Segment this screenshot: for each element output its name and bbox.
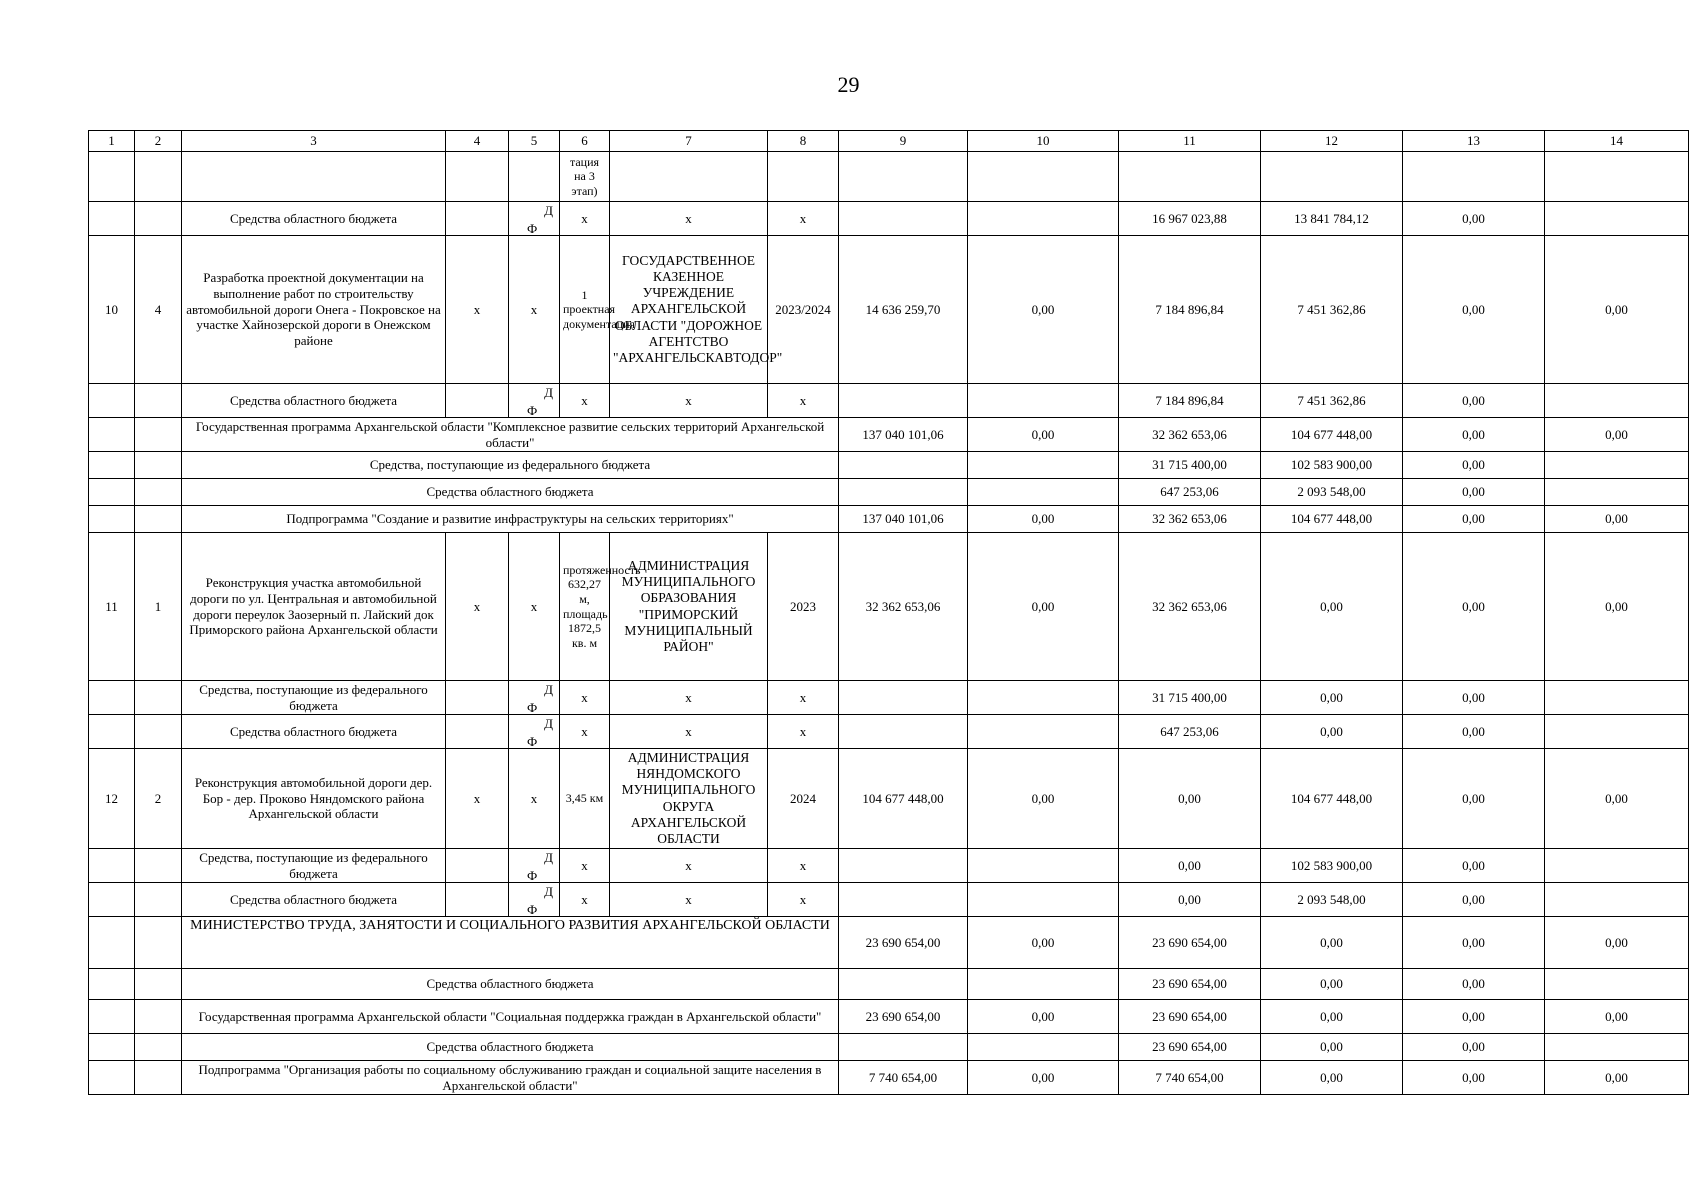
funding-source: Средства, поступающие из федерального бюджета <box>182 681 446 715</box>
table-row: Подпрограмма "Организация работы по социальному обслуживанию граждан и социальной защите населения в Архангельской области" 7 740 654,00 0,00 7 740 654,00 0,00 0,00 0,00 <box>89 1061 1689 1095</box>
program-title: Государственная программа Архангельской области "Комплексное развитие сельских территорий Архангельской области" <box>182 418 839 452</box>
column-header: 3 <box>182 131 446 152</box>
column-header: 8 <box>768 131 839 152</box>
column-header: 12 <box>1261 131 1403 152</box>
code-cell: Д Ф <box>509 715 560 749</box>
budget-table <box>88 130 1689 1095</box>
page-number: 29 <box>837 72 860 97</box>
column-header: 5 <box>509 131 560 152</box>
funding-source: Средства областного бюджета <box>182 883 446 917</box>
column-header: 14 <box>1545 131 1689 152</box>
column-header: 1 <box>89 131 135 152</box>
table-row: Подпрограмма "Создание и развитие инфраструктуры на сельских территориях" 137 040 101,06 0,00 32 362 653,06 104 677 448,00 0,00 0,00 <box>89 506 1689 533</box>
funding-source: Средства областного бюджета <box>182 479 839 506</box>
object-name: Реконструкция автомобильной дороги дер. Бор - дер. Проково Няндомского района Архангельской области <box>182 749 446 849</box>
funding-source: Средства областного бюджета <box>182 384 446 418</box>
column-header: 13 <box>1403 131 1545 152</box>
funding-source: Средства областного бюджета <box>182 715 446 749</box>
ministry-title: МИНИСТЕРСТВО ТРУДА, ЗАНЯТОСТИ И СОЦИАЛЬНОГО РАЗВИТИЯ АРХАНГЕЛЬСКОЙ ОБЛАСТИ <box>182 917 839 969</box>
table-row: Средства областного бюджета 23 690 654,00 0,00 0,00 <box>89 1034 1689 1061</box>
funding-source: Средства областного бюджета <box>182 969 839 1000</box>
table-row: Средства областного бюджета 23 690 654,00 0,00 0,00 <box>89 969 1689 1000</box>
result-cell: протяженность 632,27 м, площадь 1872,5 кв. м <box>560 533 610 681</box>
code-cell: Д Ф <box>509 681 560 715</box>
table-row: 10 4 Разработка проектной документации на выполнение работ по строительству автомобильной дороги Онега - Покровское на участке Хайнозерской дороги в Онежском районе х х 1 проектная документация ГОСУДАРСТВЕННОЕ КАЗЕННОЕ УЧРЕЖДЕНИЕ АРХАНГЕЛЬСКОЙ ОБЛАСТИ "ДОРОЖНОЕ АГЕНТСТВО "АРХАНГЕЛЬСКАВТОДОР" 2023/2024 14 636 259,70 0,00 7 184 896,84 7 451 362,86 0,00 0,00 <box>89 236 1689 384</box>
column-header: 7 <box>610 131 768 152</box>
table-row <box>89 152 1689 202</box>
executor-cell: АДМИНИСТРАЦИЯ НЯНДОМСКОГО МУНИЦИПАЛЬНОГО ОКРУГА АРХАНГЕЛЬСКОЙ ОБЛАСТИ <box>610 749 768 849</box>
code-cell: Д Ф <box>509 883 560 917</box>
code-cell: Д Ф <box>509 384 560 418</box>
table-row: Средства областного бюджета 647 253,06 2 093 548,00 0,00 <box>89 479 1689 506</box>
table-row: Средства, поступающие из федерального бюджета Д Ф х х х 0,00 102 583 900,00 0,00 <box>89 849 1689 883</box>
subprogram-title: Подпрограмма "Создание и развитие инфраструктуры на сельских территориях" <box>182 506 839 533</box>
code-cell: Д Ф <box>509 202 560 236</box>
table-row: Средства областного бюджета Д Ф х х х 16 967 023,88 13 841 784,12 0,00 <box>89 202 1689 236</box>
column-header: 6 <box>560 131 610 152</box>
column-header: 9 <box>839 131 968 152</box>
funding-source: Средства областного бюджета <box>182 202 446 236</box>
code-cell: Д Ф <box>509 849 560 883</box>
table-row: Государственная программа Архангельской области "Комплексное развитие сельских территорий Архангельской области" 137 040 101,06 0,00 32 362 653,06 104 677 448,00 0,00 0,00 <box>89 418 1689 452</box>
program-title: Государственная программа Архангельской области "Социальная поддержка граждан в Архангельской области" <box>182 1000 839 1034</box>
funding-source: Средства, поступающие из федерального бюджета <box>182 452 839 479</box>
column-header: 10 <box>968 131 1119 152</box>
table-row: Средства областного бюджета Д Ф х х х 0,00 2 093 548,00 0,00 <box>89 883 1689 917</box>
result-cell: тация на 3 этап) <box>560 152 610 202</box>
column-header: 11 <box>1119 131 1261 152</box>
table-row: Государственная программа Архангельской области "Социальная поддержка граждан в Архангельской области" 23 690 654,00 0,00 23 690 654,00 0,00 0,00 0,00 <box>89 1000 1689 1034</box>
table-row: 12 2 Реконструкция автомобильной дороги дер. Бор - дер. Проково Няндомского района Архангельской области х х 3,45 км АДМИНИСТРАЦИЯ НЯНДОМСКОГО МУНИЦИПАЛЬНОГО ОКРУГА АРХАНГЕЛЬСКОЙ ОБЛАСТИ 2024 104 677 448,00 0,00 0,00 104 677 448,00 0,00 0,00 <box>89 749 1689 849</box>
result-cell: 3,45 км <box>560 749 610 849</box>
funding-source: Средства, поступающие из федерального бюджета <box>182 849 446 883</box>
column-number-row <box>89 131 1689 152</box>
table-row: Средства, поступающие из федерального бюджета Д Ф х х х 31 715 400,00 0,00 0,00 <box>89 681 1689 715</box>
table-row: Средства, поступающие из федерального бюджета 31 715 400,00 102 583 900,00 0,00 <box>89 452 1689 479</box>
executor-cell: АДМИНИСТРАЦИЯ МУНИЦИПАЛЬНОГО ОБРАЗОВАНИЯ "ПРИМОРСКИЙ МУНИЦИПАЛЬНЫЙ РАЙОН" <box>610 533 768 681</box>
table-row: Средства областного бюджета Д Ф х х х 647 253,06 0,00 0,00 <box>89 715 1689 749</box>
result-cell: 1 проектная документация <box>560 236 610 384</box>
table-row: Средства областного бюджета Д Ф х х х 7 184 896,84 7 451 362,86 0,00 <box>89 384 1689 418</box>
object-name: Реконструкция участка автомобильной дороги по ул. Центральная и автомобильной дороги переулок Заозерный п. Лайский док Приморского района Архангельской области <box>182 533 446 681</box>
object-name: Разработка проектной документации на выполнение работ по строительству автомобильной дороги Онега - Покровское на участке Хайнозерской дороги в Онежском районе <box>182 236 446 384</box>
executor-cell: ГОСУДАРСТВЕННОЕ КАЗЕННОЕ УЧРЕЖДЕНИЕ АРХАНГЕЛЬСКОЙ ОБЛАСТИ "ДОРОЖНОЕ АГЕНТСТВО "АРХАНГЕЛЬСКАВТОДОР" <box>610 236 768 384</box>
column-header: 4 <box>446 131 509 152</box>
subprogram-title: Подпрограмма "Организация работы по социальному обслуживанию граждан и социальной защите населения в Архангельской области" <box>182 1061 839 1095</box>
funding-source: Средства областного бюджета <box>182 1034 839 1061</box>
column-header: 2 <box>135 131 182 152</box>
table-row: 11 1 Реконструкция участка автомобильной дороги по ул. Центральная и автомобильной дороги переулок Заозерный п. Лайский док Приморского района Архангельской области х х протяженность 632,27 м, площадь 1872,5 кв. м АДМИНИСТРАЦИЯ МУНИЦИПАЛЬНОГО ОБРАЗОВАНИЯ "ПРИМОРСКИЙ МУНИЦИПАЛЬНЫЙ РАЙОН" 2023 32 362 653,06 0,00 32 362 653,06 0,00 0,00 0,00 <box>89 533 1689 681</box>
table-row: МИНИСТЕРСТВО ТРУДА, ЗАНЯТОСТИ И СОЦИАЛЬНОГО РАЗВИТИЯ АРХАНГЕЛЬСКОЙ ОБЛАСТИ 23 690 654,00 0,00 23 690 654,00 0,00 0,00 0,00 <box>89 917 1689 969</box>
